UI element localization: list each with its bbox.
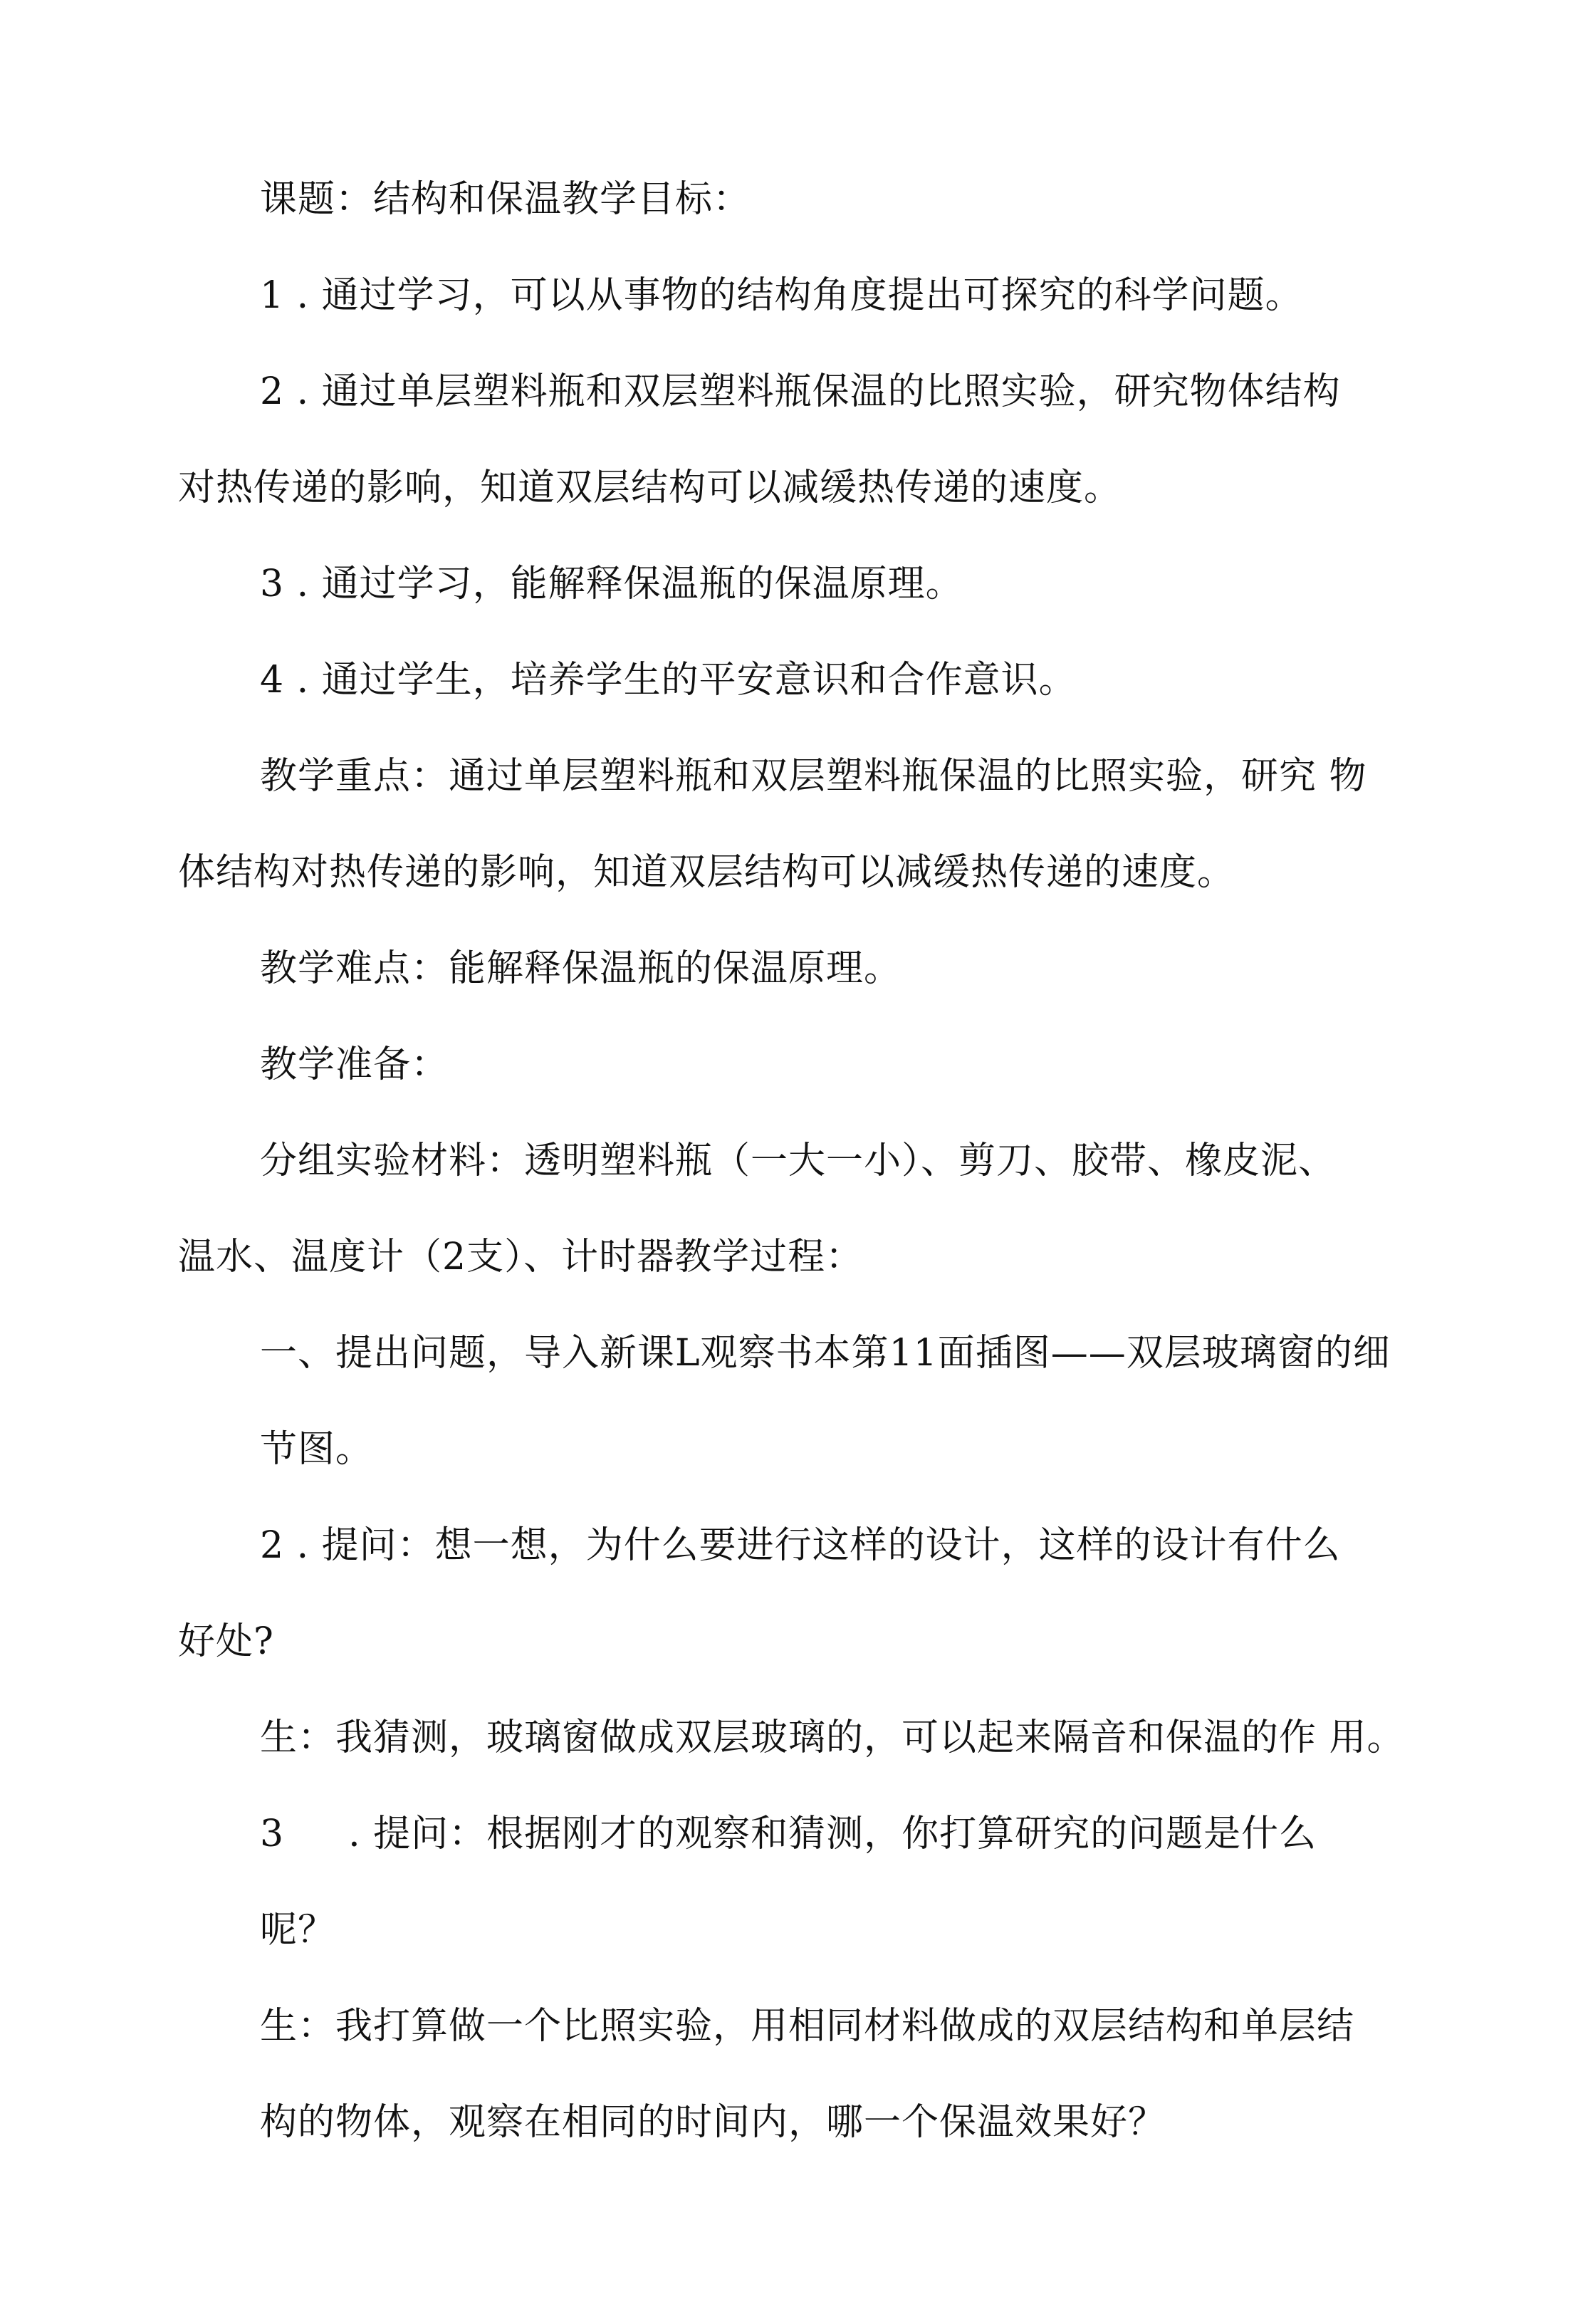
objective-4: 4 . 通过学生，培养学生的平安意识和合作意识。 bbox=[260, 659, 1077, 702]
teaching-preparation-heading: 教学准备： bbox=[260, 1043, 449, 1086]
objective-2: 2 . 通过单层塑料瓶和双层塑料瓶保温的比照实验，研究物体结构 bbox=[260, 370, 1341, 413]
question-3-continued: 呢？ bbox=[260, 1909, 336, 1952]
section-1-heading-continued: 节图。 bbox=[260, 1428, 374, 1471]
student-answer-2: 生：我打算做一个比照实验，用相同材料做成的双层结构和单层结 bbox=[260, 2005, 1355, 2048]
teaching-focus: 教学重点：通过单层塑料瓶和双层塑料瓶保温的比照实验，研究 物 bbox=[260, 755, 1367, 798]
objective-1: 1 . 通过学习，可以从事物的结构角度提出可探究的科学问题。 bbox=[260, 274, 1303, 317]
question-2: 2 . 提问：想一想，为什么要进行这样的设计，这样的设计有什么 bbox=[260, 1524, 1341, 1567]
student-answer-2-continued: 构的物体，观察在相同的时间内，哪一个保温效果好？ bbox=[260, 2101, 1166, 2144]
group-materials-continued: 温水、温度计（2支）、计时器教学过程： bbox=[178, 1236, 864, 1278]
teaching-difficulty: 教学难点：能解释保温瓶的保温原理。 bbox=[260, 947, 902, 990]
objective-2-continued: 对热传递的影响，知道双层结构可以减缓热传递的速度。 bbox=[178, 467, 1122, 509]
question-3-number: 3 bbox=[260, 1813, 285, 1855]
student-answer-1: 生：我猜测，玻璃窗做成双层玻璃的，可以起来隔音和保温的作 用。 bbox=[260, 1716, 1405, 1759]
objective-3: 3 . 通过学习，能解释保温瓶的保温原理。 bbox=[260, 563, 963, 605]
question-3 bbox=[260, 1813, 1317, 1855]
section-1-heading: 一、提出问题，导入新课L观察书本第11面插图——双层玻璃窗的细 bbox=[260, 1332, 1391, 1375]
question-2-continued: 好处? bbox=[178, 1620, 274, 1663]
teaching-focus-continued: 体结构对热传递的影响，知道双层结构可以减缓热传递的速度。 bbox=[178, 851, 1235, 894]
group-materials: 分组实验材料：透明塑料瓶（一大一小）、剪刀、胶带、橡皮泥、 bbox=[260, 1140, 1337, 1182]
lesson-title: 课题：结构和保温教学目标： bbox=[260, 178, 751, 221]
question-3-text: . 提问：根据刚才的观察和猜测，你打算研究的问题是什么 bbox=[348, 1813, 1317, 1855]
